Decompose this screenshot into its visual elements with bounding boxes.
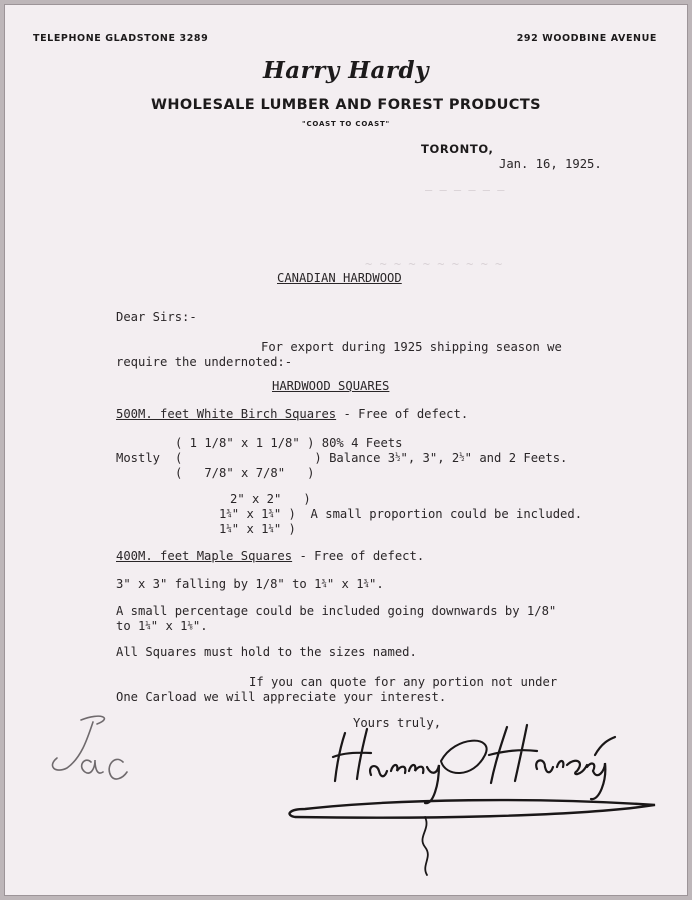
birch-row-3: ( 7/8" x 7/8" ) — [175, 466, 315, 480]
maple-title — [116, 549, 424, 564]
birch-row-2b: ", 3", 2 — [400, 451, 460, 465]
small-size-2c: " ) A small proportion could be included. — [273, 507, 583, 521]
intro-line-1: For export during 1925 shipping season we — [261, 340, 562, 354]
percentage-line-1: A small percentage could be included going downwards by 1/8" — [116, 604, 557, 618]
fraction-half: ½ — [395, 453, 401, 463]
handwritten-initials — [41, 710, 151, 800]
maple-title-text: 400M. feet Maple Squares — [116, 549, 293, 563]
salutation: Dear Sirs:- — [116, 310, 197, 324]
business-line: WHOLESALE LUMBER AND FOREST PRODUCTS — [151, 97, 541, 113]
maple-line-1c: ". — [368, 577, 384, 591]
all-squares-note: All Squares must hold to the sizes named. — [116, 645, 417, 659]
small-size-3 — [219, 522, 296, 537]
fraction-three-quarter: ¾ — [268, 509, 274, 519]
fraction-three-quarter: ¾ — [226, 509, 232, 519]
birch-row-1: ( 1 1/8" x 1 1/8" ) 80% 4 Feets — [175, 436, 403, 450]
fraction-quarter: ¼ — [145, 621, 151, 631]
letter-page — [4, 4, 688, 896]
fraction-quarter: ¼ — [226, 524, 232, 534]
small-size-2 — [219, 507, 582, 522]
city: TORONTO, — [421, 142, 494, 156]
small-size-3c: " ) — [273, 522, 296, 536]
small-size-3b: " x 1 — [231, 522, 269, 536]
maple-line-1a: 3" x 3" falling by 1/8" to 1 — [116, 577, 322, 591]
telephone: TELEPHONE GLADSTONE 3289 — [33, 33, 209, 44]
subject-heading: CANADIAN HARDWOOD — [277, 271, 402, 285]
birch-title — [116, 407, 468, 422]
company-name: Harry Hardy — [263, 57, 429, 84]
birch-row-2 — [175, 451, 567, 466]
bleed-through-text: — — — — — — — [425, 183, 505, 197]
fraction-half: ½ — [459, 453, 465, 463]
street-address: 292 WOODBINE AVENUE — [516, 33, 657, 44]
fraction-three-quarter: ¾ — [321, 579, 327, 589]
maple-line-1 — [116, 577, 384, 592]
small-size-3a: 1 — [219, 522, 227, 536]
birch-title-rest: - Free of defect. — [336, 407, 469, 421]
mostly-label: Mostly — [116, 451, 161, 465]
letter-date: Jan. 16, 1925. — [499, 157, 602, 171]
birch-title-text: 500M. feet White Birch Squares — [116, 407, 337, 421]
small-size-2b: " x 1 — [231, 507, 269, 521]
percentage-line-2 — [116, 619, 208, 634]
birch-row-2a: ( ) Balance 3 — [175, 451, 396, 465]
bleed-through-text: ~ ~ ~ ~ ~ ~ ~ ~ ~ ~ — [365, 257, 503, 271]
small-size-2a: 1 — [219, 507, 227, 521]
fraction-eighth: ⅛ — [187, 621, 193, 631]
quote-line-1: If you can quote for any portion not under — [249, 675, 558, 689]
percentage-line-2a: to 1 — [116, 619, 146, 633]
fraction-three-quarter: ¾ — [363, 579, 369, 589]
closing: Yours truly, — [353, 716, 442, 730]
birch-row-2c: " and 2 Feets. — [464, 451, 568, 465]
maple-title-rest: - Free of defect. — [292, 549, 425, 563]
percentage-line-2c: ". — [192, 619, 208, 633]
fraction-quarter: ¼ — [268, 524, 274, 534]
small-size-1: 2" x 2" ) — [230, 492, 311, 506]
intro-line-2: require the undernoted:- — [116, 355, 293, 369]
maple-line-1b: " x 1 — [326, 577, 364, 591]
percentage-line-2b: " x 1 — [150, 619, 188, 633]
slogan: "COAST TO COAST" — [302, 120, 390, 128]
section-heading: HARDWOOD SQUARES — [272, 379, 390, 393]
signature — [275, 705, 675, 895]
quote-line-2: One Carload we will appreciate your interest. — [116, 690, 447, 704]
